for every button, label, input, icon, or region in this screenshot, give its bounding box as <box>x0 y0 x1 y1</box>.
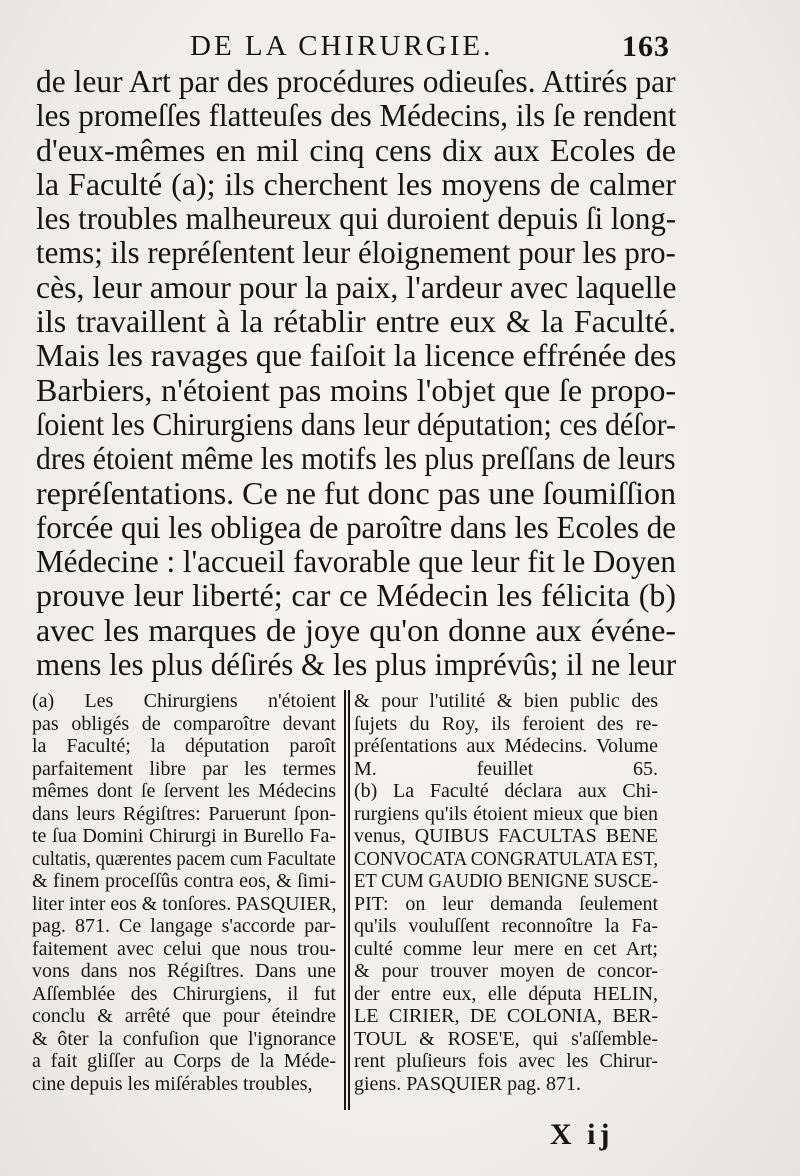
footnote-line: faitement avec celui que nous trou- <box>32 937 336 960</box>
footnotes-area <box>32 690 678 1120</box>
footnote-line: TOUL & ROSE'E, qui s'aſſemble- <box>354 1027 658 1050</box>
main-text-line: d'eux-mêmes en mil cinq cens dix aux Ecoles de <box>36 131 676 168</box>
footnote-line: giens. PASQUIER pag. 871. <box>354 1072 582 1095</box>
main-text-line: dres étoient même les motifs les plus preſſans de leurs <box>36 440 676 477</box>
footnote-line: qu'ils vouluſſent reconnoître la Fa- <box>354 915 658 937</box>
main-text-line: ils travaillent à la rétablir entre eux & la Faculté. <box>36 303 676 340</box>
footnote-line: mêmes dont ſe ſervent les Médecins <box>32 780 336 802</box>
main-text-block <box>36 64 676 681</box>
footnote-line: PIT: on leur demanda ſeulement <box>354 892 658 915</box>
main-text-line: Barbiers, n'étoient pas moins l'objet que ſe propo- <box>36 371 676 408</box>
footnote-line: & ôter la confuſion que l'ignorance <box>32 1027 336 1050</box>
main-text-line: forcée qui les obligea de paroître dans les Ecoles de <box>36 508 676 545</box>
footnote-line: culté comme leur mere en cet Art; <box>354 937 658 960</box>
main-text-line: ſoient les Chirurgiens dans leur députation; ces déſor- <box>36 405 676 442</box>
column-divider <box>344 690 346 1110</box>
footnote-line: cultatis, quærentes pacem cum Facultate <box>32 847 336 870</box>
main-text-line: la Faculté (a); ils cherchent les moyens de calmer <box>36 165 676 202</box>
footnote-line: venus, QUIBUS FACULTAS BENE <box>354 825 658 847</box>
footnote-column-left <box>32 690 336 1095</box>
main-text-line: repréſentations. Ce ne fut donc pas une ſoumiſſion <box>36 474 676 511</box>
footnote-line: préſentations aux Médecins. Volume <box>354 735 658 757</box>
footnote-line: pas obligés de comparoître devant <box>32 712 336 735</box>
main-text-line: tems; ils repréſentent leur éloignement pour les pro- <box>36 234 676 271</box>
footnote-line: rent pluſieurs fois avec les Chirur- <box>354 1050 658 1072</box>
main-text-line: cès, leur amour pour la paix, l'ardeur avec laquelle <box>36 268 677 305</box>
footnote-line: vons dans nos Régiſtres. Dans une <box>32 960 336 982</box>
footnote-line: & pour trouver moyen de concor- <box>354 960 658 982</box>
footnote-line: (a) Les Chirurgiens n'étoient <box>32 690 336 712</box>
footnote-line: & finem proceſſûs contra eos, & ſimi- <box>32 870 336 892</box>
footnote-line: a fait gliſſer au Corps de la Méde- <box>32 1050 336 1072</box>
main-text-line: mens les plus déſirés & les plus imprévûs; il ne leur <box>36 646 677 683</box>
footnote-line: parfaitement libre par les termes <box>32 757 336 780</box>
main-text-line: les promeſſes flatteuſes des Médecins, ils ſe rendent <box>36 97 677 134</box>
footnote-line: la Faculté; la députation paroît <box>32 735 336 757</box>
page-header <box>30 28 680 66</box>
footnote-line: Aſſemblée des Chirurgiens, il fut <box>32 982 336 1005</box>
main-text-line: de leur Art par des procédures odieuſes. Attirés par <box>36 63 676 99</box>
footnote-line: conclu & arrêté que pour éteindre <box>32 1005 336 1027</box>
main-text-line: prouve leur liberté; car ce Médecin les félicita (b) <box>36 577 676 614</box>
footnote-line: M. feuillet 65. <box>354 757 658 780</box>
footnote-line: liter inter eos & tonſores. PASQUIER, <box>32 892 337 915</box>
footnote-line: & pour l'utilité & bien public des <box>354 690 658 712</box>
footnote-line: ſujets du Roy, ils feroient des re- <box>354 712 658 735</box>
main-text-line: Mais les ravages que faiſoit la licence effrénée des <box>36 337 677 374</box>
main-text-line: Médecine : l'accueil favorable que leur fit le Doyen <box>36 543 676 580</box>
running-title: DE LA CHIRURGIE. <box>190 30 494 62</box>
main-text-line: les troubles malheureux qui duroient depuis ſi long- <box>36 200 677 237</box>
main-text-line: avec les marques de joye qu'on donne aux événe- <box>36 611 676 648</box>
footnote-line: cine depuis les miſérables troubles, <box>32 1072 313 1095</box>
footnote-line: CONVOCATA CONGRATULATA EST, <box>354 847 659 870</box>
footnote-line: LE CIRIER, DE COLONIA, BER- <box>354 1005 658 1027</box>
footnote-line: rurgiens qu'ils étoient mieux que bien <box>354 802 658 825</box>
footnote-line: der entre eux, elle députa HELIN, <box>354 982 658 1005</box>
footnote-line: dans leurs Régiſtres: Paruerunt ſpon- <box>32 802 336 825</box>
footnote-column-right <box>354 690 658 1095</box>
footnote-line: ET CUM GAUDIO BENIGNE SUSCE- <box>354 870 659 892</box>
footnote-line: (b) La Faculté déclara aux Chi- <box>354 780 658 802</box>
footnote-line: te ſua Domini Chirurgi in Burello Fa- <box>32 825 336 847</box>
signature-mark: X ij <box>550 1118 614 1151</box>
footnote-line: pag. 871. Ce langage s'accorde par- <box>32 915 336 937</box>
page-number: 163 <box>622 30 670 63</box>
